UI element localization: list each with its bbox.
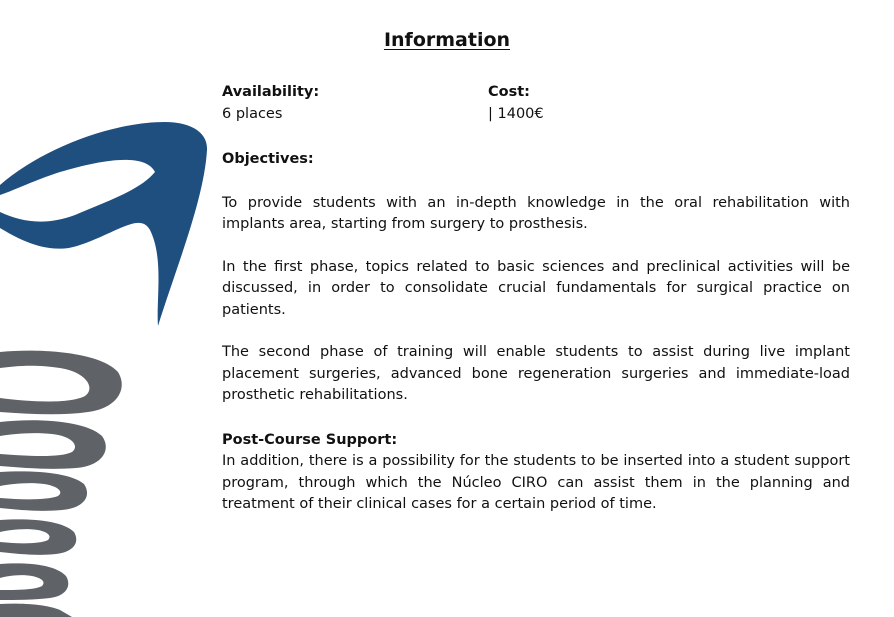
logo-shape-gray-6 xyxy=(0,604,72,617)
post-course-support-text: In addition, there is a possibility for the students to be inserted into a student support program, through which the Núcleo CIRO can assist them in the planning and treatment of their clinical cases for a certain period of time. xyxy=(222,453,850,512)
logo-shape-gray-1 xyxy=(0,351,122,415)
objectives-label: Objectives: xyxy=(222,151,314,167)
page-title: Information xyxy=(383,29,511,51)
availability-label: Availability: xyxy=(222,84,320,100)
logo-shape-gray-5 xyxy=(0,563,68,600)
cost-value: | 1400€ xyxy=(488,105,544,122)
content-area xyxy=(222,82,850,516)
logo-shape-gray-4 xyxy=(0,519,76,555)
logo-graphic xyxy=(0,0,220,617)
logo-shape-gray-2 xyxy=(0,420,106,469)
logo-swoosh-blue xyxy=(0,122,207,326)
logo-shape-gray-3 xyxy=(0,471,87,511)
availability-block xyxy=(222,82,488,125)
objectives-paragraph: To provide students with an in-depth knowledge in the oral rehabilitation with implants area, starting from surgery to prosthesis. xyxy=(222,194,850,232)
cost-label: Cost: xyxy=(488,84,530,100)
objectives-paragraph: In the first phase, topics related to basic sciences and preclinical activities will be discussed, in order to consolidate crucial fundamentals for surgical practice on patients. xyxy=(222,258,850,318)
availability-value: 6 places xyxy=(222,105,283,122)
objectives-paragraph: The second phase of training will enable students to assist during live implant placement surgeries, advanced bone regeneration surgeries and immediate-load prosthetic rehabilitations. xyxy=(222,344,850,403)
cost-block xyxy=(488,82,754,125)
info-row xyxy=(222,82,850,125)
post-course-support-label: Post-Course Support: xyxy=(222,431,398,448)
